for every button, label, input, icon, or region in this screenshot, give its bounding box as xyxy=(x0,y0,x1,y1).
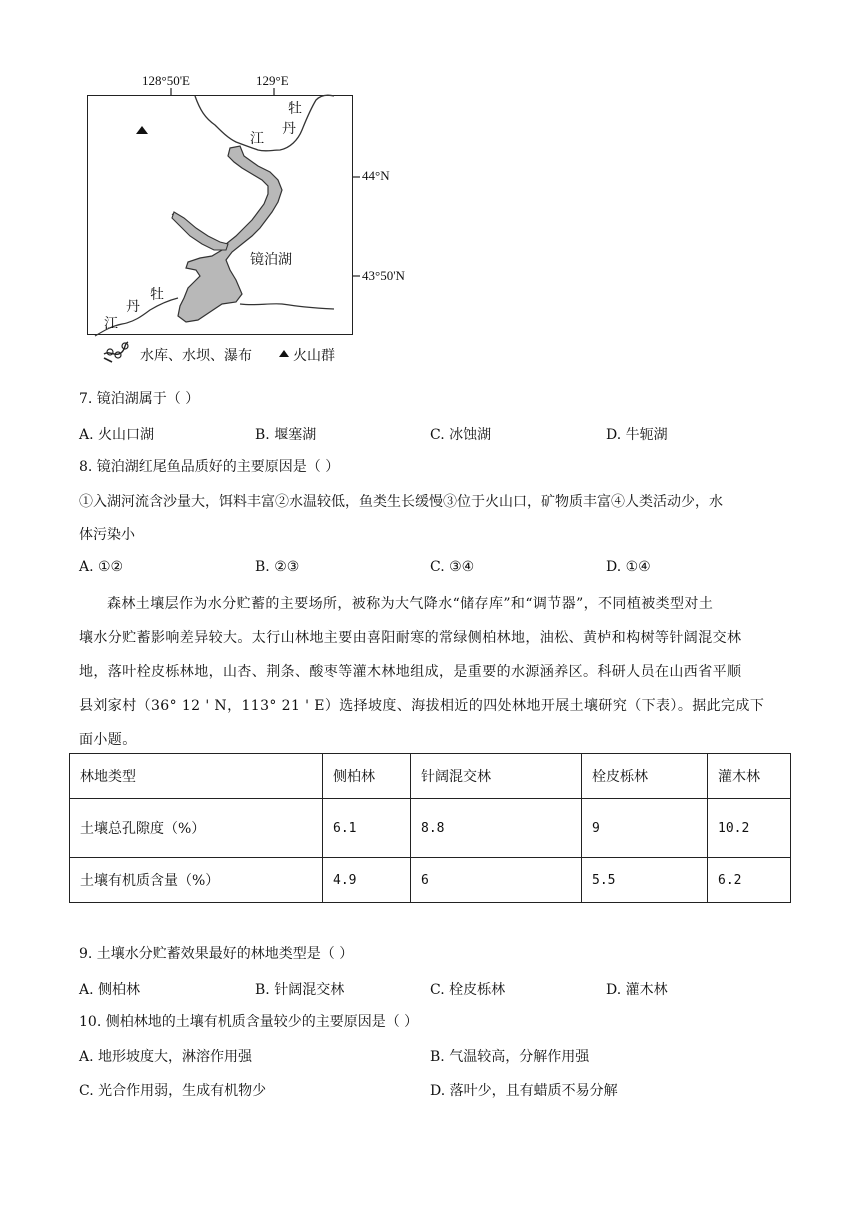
passage-line-2: 壤水分贮蓄影响差异较大。太行山林地主要由喜阳耐寒的常绿侧柏林地，油松、黄栌和构树等针阔混交林 xyxy=(79,630,742,646)
lat-label-1: 44°N xyxy=(362,168,390,183)
table-header-cell: 侧柏林 xyxy=(323,754,411,799)
legend-volcano-label: 火山群 xyxy=(293,348,335,364)
table-header-cell: 针阔混交林 xyxy=(411,754,582,799)
q8-statements-line2: 体污染小 xyxy=(79,527,135,543)
q7-option-c[interactable]: C. 冰蚀湖 xyxy=(430,427,492,443)
table-row xyxy=(70,858,791,903)
question-9-stem: 9. 土壤水分贮蓄效果最好的林地类型是（ ） xyxy=(79,946,354,962)
q10-option-a[interactable]: A. 地形坡度大，淋溶作用强 xyxy=(79,1049,253,1065)
river-label-top-2: 丹 xyxy=(282,121,296,137)
dam-legend-icon xyxy=(104,342,128,362)
passage-line-3: 地，落叶栓皮栎林地，山杏、荆条、酸枣等灌木林地组成，是重要的水源涵养区。科研人员在山西省平顺 xyxy=(79,664,742,680)
q9-option-d[interactable]: D. 灌木林 xyxy=(606,982,668,998)
table-cell: 6.2 xyxy=(708,858,791,903)
lake-label: 镜泊湖 xyxy=(250,252,292,268)
river-label-top-3: 江 xyxy=(250,131,264,147)
table-cell: 6.1 xyxy=(323,799,411,858)
question-7-stem: 7. 镜泊湖属于（ ） xyxy=(79,391,200,407)
lon-label-1: 128°50'E xyxy=(142,73,190,88)
q8-option-a[interactable]: A. ①② xyxy=(79,559,124,575)
passage-line-1: 森林土壤层作为水分贮蓄的主要场所，被称为大气降水“储存库”和“调节器”，不同植被类型对土 xyxy=(107,596,714,612)
soil-data-table xyxy=(69,753,791,903)
tributary-east xyxy=(240,304,334,309)
table-cell: 土壤有机质含量（%） xyxy=(70,858,323,903)
lon-label-2: 129°E xyxy=(256,73,289,88)
table-header-cell: 林地类型 xyxy=(70,754,323,799)
table-cell: 6 xyxy=(411,858,582,903)
passage-line-5: 面小题。 xyxy=(79,732,137,748)
passage-line-4: 县刘家村（36° 12 ' N，113° 21 ' E）选择坡度、海拔相近的四处林地开展土壤研究（下表）。据此完成下 xyxy=(79,698,765,714)
q8-option-b[interactable]: B. ②③ xyxy=(255,559,300,575)
question-8-stem: 8. 镜泊湖红尾鱼品质好的主要原因是（ ） xyxy=(79,459,340,475)
table-cell: 土壤总孔隙度（%） xyxy=(70,799,323,858)
river-label-bottom-2: 丹 xyxy=(126,299,140,315)
legend-dam-label: 水库、水坝、瀑布 xyxy=(140,348,252,364)
lake-arm xyxy=(172,212,228,250)
river-label-bottom-1: 牡 xyxy=(150,287,164,303)
q10-option-c[interactable]: C. 光合作用弱，生成有机物少 xyxy=(79,1083,267,1099)
q9-option-a[interactable]: A. 侧柏林 xyxy=(79,982,141,998)
table-row xyxy=(70,799,791,858)
jingbo-lake-map xyxy=(0,0,860,380)
q8-option-d[interactable]: D. ①④ xyxy=(606,559,651,575)
table-cell: 9 xyxy=(582,799,708,858)
q7-option-d[interactable]: D. 牛轭湖 xyxy=(606,427,668,443)
table-header-cell: 灌木林 xyxy=(708,754,791,799)
river-label-top-1: 牡 xyxy=(288,101,302,117)
volcano-legend-icon xyxy=(279,350,289,357)
question-10-stem: 10. 侧柏林地的土壤有机质含量较少的主要原因是（ ） xyxy=(79,1014,419,1030)
q7-option-a[interactable]: A. 火山口湖 xyxy=(79,427,155,443)
upper-river xyxy=(195,95,334,151)
table-cell: 10.2 xyxy=(708,799,791,858)
table-header-cell: 栓皮栎林 xyxy=(582,754,708,799)
q9-option-c[interactable]: C. 栓皮栎林 xyxy=(430,982,506,998)
table-cell: 8.8 xyxy=(411,799,582,858)
table-header-row xyxy=(70,754,791,799)
q8-option-c[interactable]: C. ③④ xyxy=(430,559,475,575)
q10-option-d[interactable]: D. 落叶少，且有蜡质不易分解 xyxy=(430,1083,618,1099)
q7-option-b[interactable]: B. 堰塞湖 xyxy=(255,427,317,443)
table-cell: 5.5 xyxy=(582,858,708,903)
volcano-icon xyxy=(136,126,148,134)
q8-statements-line1: ①入湖河流含沙量大，饵料丰富②水温较低，鱼类生长缓慢③位于火山口，矿物质丰富④人类活动少，水 xyxy=(79,494,723,510)
q9-option-b[interactable]: B. 针阔混交林 xyxy=(255,982,345,998)
q10-option-b[interactable]: B. 气温较高，分解作用强 xyxy=(430,1049,590,1065)
lat-label-2: 43°50'N xyxy=(362,268,405,283)
river-label-bottom-3: 江 xyxy=(104,316,118,332)
table-cell: 4.9 xyxy=(323,858,411,903)
